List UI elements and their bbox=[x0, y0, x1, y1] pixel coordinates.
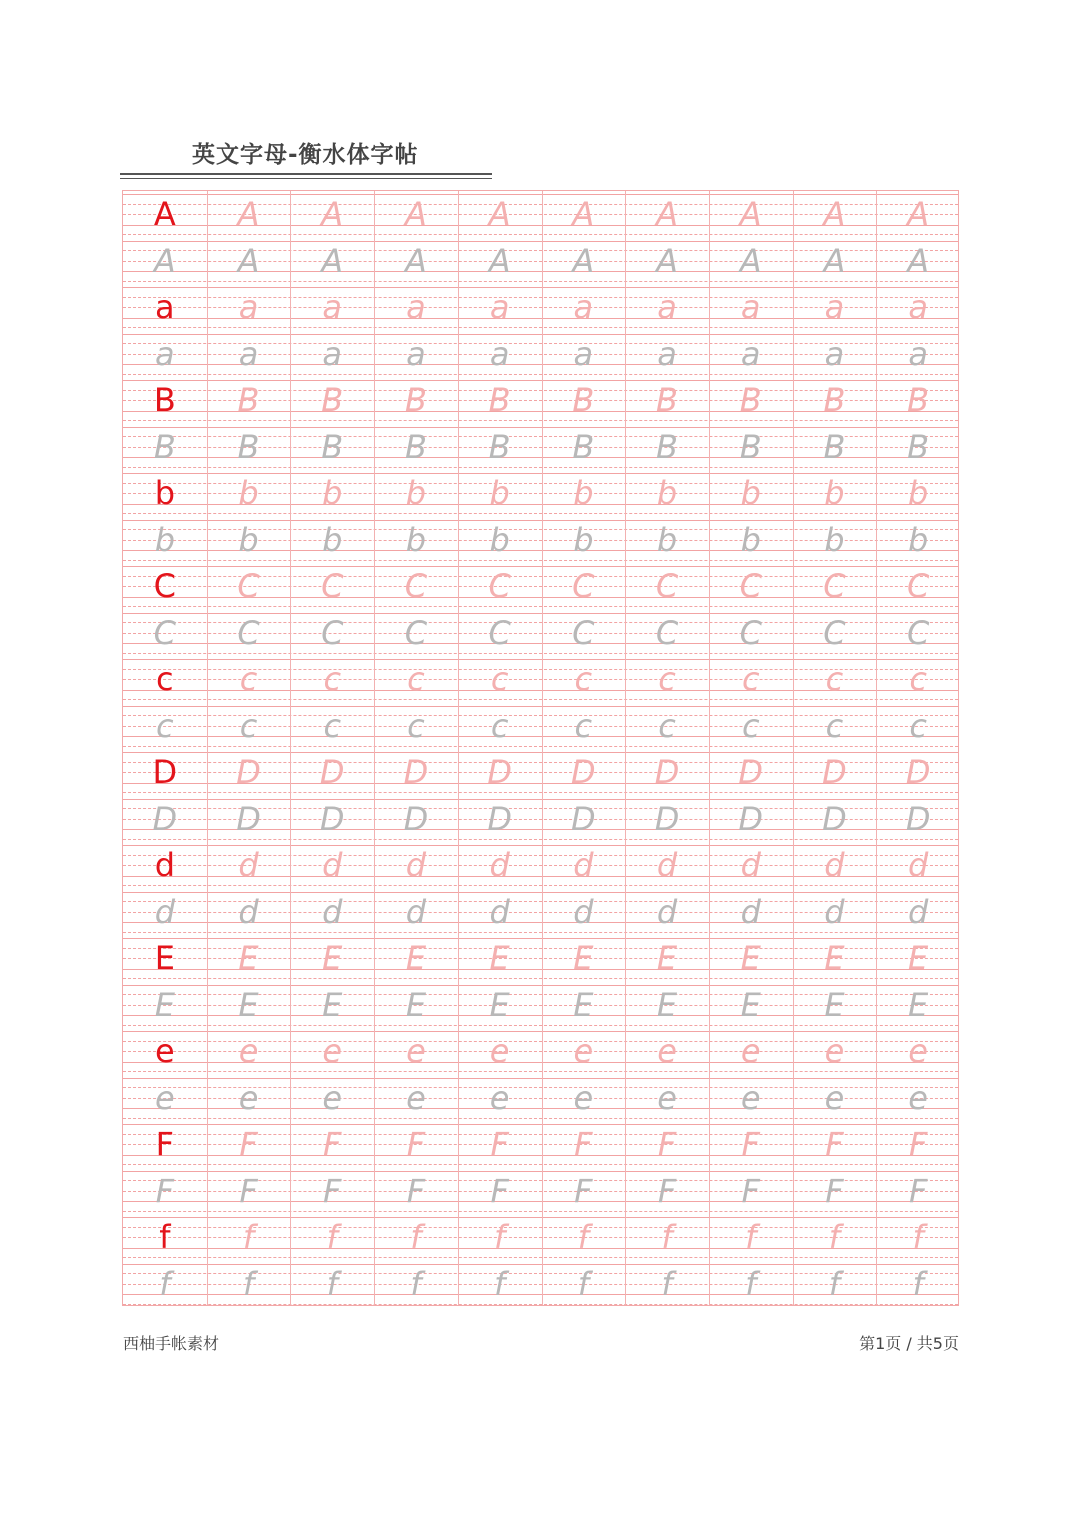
trace-letter: a bbox=[740, 334, 761, 373]
model-letter: B bbox=[153, 381, 176, 419]
trace-letter: D bbox=[822, 799, 847, 838]
model-letter: C bbox=[153, 567, 177, 605]
trace-letter: A bbox=[656, 241, 678, 280]
trace-letter: D bbox=[403, 753, 429, 791]
trace-letter: c bbox=[490, 660, 509, 698]
trace-letter: d bbox=[489, 892, 510, 931]
trace-letter: b bbox=[740, 474, 761, 512]
trace-letter: f bbox=[745, 1218, 757, 1256]
trace-letter: d bbox=[573, 892, 594, 931]
trace-letter: d bbox=[740, 892, 761, 931]
trace-letter: E bbox=[489, 985, 510, 1024]
trace-letter: b bbox=[907, 520, 929, 559]
trace-letter: a bbox=[406, 334, 426, 373]
model-letter: A bbox=[153, 195, 176, 233]
trace-letter: D bbox=[905, 753, 931, 791]
trace-letter: c bbox=[741, 706, 760, 745]
trace-letter: b bbox=[154, 520, 175, 559]
trace-letter: a bbox=[908, 288, 928, 326]
trace-letter: F bbox=[574, 1171, 593, 1210]
trace-letter: b bbox=[824, 474, 845, 512]
trace-letter: f bbox=[410, 1264, 422, 1303]
trace-letter: C bbox=[321, 567, 344, 605]
trace-letter: E bbox=[908, 939, 929, 977]
trace-letter: A bbox=[823, 241, 846, 280]
trace-letter: E bbox=[154, 985, 175, 1024]
trace-letter: f bbox=[242, 1264, 255, 1303]
trace-letter: F bbox=[908, 1125, 928, 1163]
trace-letter: e bbox=[406, 1032, 426, 1070]
practice-row bbox=[123, 935, 958, 982]
trace-letter: F bbox=[323, 1171, 342, 1210]
practice-row bbox=[123, 982, 958, 1029]
practice-row bbox=[123, 1028, 958, 1075]
trace-letter: f bbox=[828, 1264, 841, 1303]
trace-letter: b bbox=[405, 474, 427, 512]
trace-letter: D bbox=[152, 799, 178, 838]
trace-letter: f bbox=[745, 1264, 757, 1303]
trace-letter: F bbox=[825, 1171, 844, 1210]
trace-letter: A bbox=[321, 195, 344, 233]
practice-row bbox=[123, 656, 958, 703]
trace-letter: B bbox=[823, 427, 846, 466]
trace-letter: C bbox=[906, 567, 930, 605]
practice-row bbox=[123, 1168, 958, 1215]
trace-letter: A bbox=[237, 195, 260, 233]
trace-letter: d bbox=[907, 892, 929, 931]
trace-letter: d bbox=[907, 846, 929, 884]
trace-letter: F bbox=[490, 1125, 509, 1163]
model-letter: d bbox=[154, 846, 175, 884]
trace-letter: e bbox=[155, 1078, 175, 1117]
trace-letter: b bbox=[824, 520, 845, 559]
trace-letter: c bbox=[825, 660, 844, 698]
trace-letter: E bbox=[322, 939, 343, 977]
trace-letter: C bbox=[906, 613, 930, 652]
trace-letter: d bbox=[824, 892, 845, 931]
trace-letter: C bbox=[237, 613, 260, 652]
trace-letter: F bbox=[908, 1171, 928, 1210]
trace-letter: D bbox=[738, 799, 764, 838]
trace-letter: B bbox=[907, 427, 930, 466]
trace-letter: b bbox=[907, 474, 929, 512]
trace-letter: B bbox=[739, 427, 762, 466]
trace-letter: e bbox=[573, 1078, 594, 1117]
trace-letter: B bbox=[572, 381, 595, 419]
trace-letter: c bbox=[574, 660, 593, 698]
practice-row bbox=[123, 470, 958, 517]
trace-letter: a bbox=[824, 288, 845, 326]
trace-letter: a bbox=[406, 288, 426, 326]
trace-letter: E bbox=[489, 939, 510, 977]
trace-letter: d bbox=[740, 846, 761, 884]
practice-row bbox=[123, 749, 958, 796]
column-divider bbox=[374, 191, 375, 1305]
trace-letter: E bbox=[238, 985, 259, 1024]
trace-letter: D bbox=[905, 799, 931, 838]
trace-letter: b bbox=[573, 474, 594, 512]
trace-letter: c bbox=[239, 660, 258, 698]
trace-letter: a bbox=[238, 288, 259, 326]
trace-letter: f bbox=[661, 1218, 673, 1256]
trace-letter: C bbox=[153, 613, 177, 652]
trace-letter: B bbox=[237, 427, 260, 466]
trace-letter: D bbox=[319, 799, 345, 838]
trace-letter: d bbox=[238, 846, 259, 884]
page-number: 第1页 / 共5页 bbox=[859, 1334, 959, 1353]
trace-letter: c bbox=[741, 660, 760, 698]
trace-letter: B bbox=[488, 427, 511, 466]
trace-letter: f bbox=[326, 1264, 338, 1303]
model-letter: c bbox=[156, 660, 174, 698]
trace-letter: b bbox=[740, 520, 761, 559]
trace-letter: f bbox=[912, 1264, 924, 1303]
trace-letter: f bbox=[661, 1264, 673, 1303]
trace-letter: f bbox=[242, 1218, 255, 1256]
trace-letter: B bbox=[153, 427, 176, 466]
trace-letter: E bbox=[824, 939, 845, 977]
trace-letter: f bbox=[159, 1264, 171, 1303]
trace-letter: B bbox=[321, 381, 344, 419]
trace-letter: C bbox=[823, 567, 846, 605]
trace-letter: d bbox=[322, 846, 343, 884]
trace-letter: D bbox=[319, 753, 345, 791]
trace-letter: b bbox=[238, 474, 259, 512]
column-divider bbox=[625, 191, 626, 1305]
trace-letter: C bbox=[404, 567, 428, 605]
column-divider bbox=[458, 191, 459, 1305]
trace-letter: D bbox=[236, 799, 261, 838]
page-title: 英文字母-衡水体字帖 bbox=[192, 142, 419, 168]
trace-letter: F bbox=[741, 1171, 760, 1210]
trace-letter: a bbox=[573, 288, 594, 326]
trace-letter: E bbox=[824, 985, 845, 1024]
trace-letter: A bbox=[153, 241, 176, 280]
trace-letter: e bbox=[238, 1078, 259, 1117]
trace-letter: E bbox=[573, 985, 594, 1024]
trace-letter: F bbox=[657, 1125, 677, 1163]
trace-letter: c bbox=[825, 706, 844, 745]
trace-letter: b bbox=[656, 474, 678, 512]
trace-letter: F bbox=[323, 1125, 342, 1163]
trace-letter: F bbox=[155, 1171, 175, 1210]
trace-letter: e bbox=[657, 1078, 677, 1117]
practice-row bbox=[123, 1261, 958, 1308]
practice-row bbox=[123, 889, 958, 936]
trace-letter: C bbox=[739, 613, 762, 652]
trace-letter: c bbox=[407, 660, 425, 698]
trace-letter: e bbox=[238, 1032, 259, 1070]
trace-letter: e bbox=[740, 1032, 761, 1070]
trace-letter: A bbox=[488, 195, 511, 233]
practice-row bbox=[123, 610, 958, 657]
trace-letter: D bbox=[822, 753, 847, 791]
trace-letter: C bbox=[572, 567, 595, 605]
trace-letter: d bbox=[154, 892, 175, 931]
trace-letter: E bbox=[238, 939, 259, 977]
trace-letter: b bbox=[656, 520, 678, 559]
trace-letter: e bbox=[489, 1032, 510, 1070]
model-letter: e bbox=[155, 1032, 175, 1070]
model-letter: F bbox=[155, 1125, 175, 1163]
trace-letter: E bbox=[405, 985, 427, 1024]
trace-letter: B bbox=[488, 381, 511, 419]
trace-letter: D bbox=[403, 799, 429, 838]
trace-letter: C bbox=[321, 613, 344, 652]
column-divider bbox=[207, 191, 208, 1305]
trace-letter: D bbox=[571, 753, 596, 791]
practice-row bbox=[123, 238, 958, 285]
trace-letter: B bbox=[823, 381, 846, 419]
trace-letter: e bbox=[489, 1078, 510, 1117]
trace-letter: c bbox=[156, 706, 174, 745]
trace-letter: a bbox=[740, 288, 761, 326]
trace-letter: a bbox=[573, 334, 594, 373]
trace-letter: C bbox=[572, 613, 595, 652]
trace-letter: f bbox=[577, 1264, 589, 1303]
trace-letter: f bbox=[326, 1218, 338, 1256]
trace-letter: d bbox=[238, 892, 259, 931]
trace-letter: e bbox=[322, 1078, 343, 1117]
trace-letter: c bbox=[323, 660, 342, 698]
trace-letter: a bbox=[322, 334, 343, 373]
trace-letter: a bbox=[322, 288, 343, 326]
model-letter: b bbox=[154, 474, 175, 512]
trace-letter: B bbox=[321, 427, 344, 466]
trace-letter: C bbox=[655, 567, 679, 605]
trace-letter: E bbox=[573, 939, 594, 977]
trace-letter: c bbox=[658, 706, 676, 745]
trace-letter: c bbox=[658, 660, 676, 698]
trace-letter: a bbox=[155, 334, 175, 373]
trace-letter: e bbox=[740, 1078, 761, 1117]
practice-row bbox=[123, 796, 958, 843]
trace-letter: d bbox=[656, 892, 678, 931]
trace-letter: a bbox=[657, 334, 677, 373]
trace-letter: E bbox=[322, 985, 343, 1024]
trace-letter: d bbox=[489, 846, 510, 884]
practice-row bbox=[123, 424, 958, 471]
trace-letter: A bbox=[907, 195, 930, 233]
trace-letter: a bbox=[489, 334, 510, 373]
trace-letter: e bbox=[573, 1032, 594, 1070]
trace-letter: e bbox=[657, 1032, 677, 1070]
trace-letter: f bbox=[494, 1264, 506, 1303]
trace-letter: c bbox=[323, 706, 342, 745]
trace-letter: b bbox=[322, 474, 343, 512]
footer-source: 西柚手帐素材 bbox=[123, 1334, 220, 1353]
column-divider bbox=[876, 191, 877, 1305]
trace-letter: F bbox=[825, 1125, 844, 1163]
practice-row bbox=[123, 517, 958, 564]
trace-letter: A bbox=[404, 241, 427, 280]
trace-letter: B bbox=[656, 381, 678, 419]
trace-letter: E bbox=[740, 985, 761, 1024]
trace-letter: d bbox=[405, 892, 427, 931]
trace-letter: C bbox=[655, 613, 679, 652]
trace-letter: C bbox=[404, 613, 428, 652]
trace-letter: b bbox=[405, 520, 427, 559]
trace-letter: f bbox=[828, 1218, 841, 1256]
practice-row bbox=[123, 191, 958, 238]
practice-row bbox=[123, 284, 958, 331]
trace-letter: E bbox=[656, 985, 678, 1024]
trace-letter: f bbox=[494, 1218, 506, 1256]
practice-row bbox=[123, 842, 958, 889]
column-divider bbox=[542, 191, 543, 1305]
trace-letter: D bbox=[236, 753, 261, 791]
trace-letter: B bbox=[739, 381, 762, 419]
trace-letter: C bbox=[823, 613, 846, 652]
trace-letter: D bbox=[738, 753, 764, 791]
trace-letter: e bbox=[908, 1078, 928, 1117]
trace-letter: d bbox=[322, 892, 343, 931]
practice-row bbox=[123, 1214, 958, 1261]
practice-row bbox=[123, 331, 958, 378]
trace-letter: D bbox=[487, 753, 512, 791]
trace-letter: c bbox=[239, 706, 258, 745]
trace-letter: B bbox=[404, 427, 427, 466]
trace-letter: A bbox=[656, 195, 678, 233]
trace-letter: c bbox=[490, 706, 509, 745]
trace-letter: c bbox=[407, 706, 425, 745]
trace-letter: F bbox=[657, 1171, 677, 1210]
trace-letter: C bbox=[237, 567, 260, 605]
trace-letter: d bbox=[656, 846, 678, 884]
handwriting-practice-grid bbox=[122, 190, 959, 1306]
title-underline bbox=[120, 173, 492, 175]
trace-letter: a bbox=[824, 334, 845, 373]
trace-letter: C bbox=[739, 567, 762, 605]
practice-row bbox=[123, 1075, 958, 1122]
trace-letter: d bbox=[405, 846, 427, 884]
trace-letter: f bbox=[577, 1218, 589, 1256]
practice-row bbox=[123, 377, 958, 424]
trace-letter: B bbox=[907, 381, 930, 419]
trace-letter: d bbox=[824, 846, 845, 884]
trace-letter: f bbox=[410, 1218, 422, 1256]
trace-letter: F bbox=[406, 1171, 426, 1210]
model-letter: E bbox=[154, 939, 175, 977]
trace-letter: b bbox=[573, 520, 594, 559]
trace-letter: a bbox=[908, 334, 928, 373]
trace-letter: f bbox=[912, 1218, 924, 1256]
trace-letter: E bbox=[656, 939, 678, 977]
trace-letter: c bbox=[574, 706, 593, 745]
trace-letter: e bbox=[824, 1032, 845, 1070]
trace-letter: B bbox=[237, 381, 260, 419]
trace-letter: b bbox=[238, 520, 259, 559]
trace-letter: A bbox=[488, 241, 511, 280]
trace-letter: C bbox=[488, 613, 511, 652]
trace-letter: D bbox=[654, 753, 680, 791]
column-divider bbox=[290, 191, 291, 1305]
trace-letter: a bbox=[489, 288, 510, 326]
trace-letter: F bbox=[490, 1171, 509, 1210]
trace-letter: d bbox=[573, 846, 594, 884]
trace-letter: e bbox=[824, 1078, 845, 1117]
trace-letter: E bbox=[908, 985, 929, 1024]
title-underline-thin bbox=[120, 178, 492, 179]
trace-letter: A bbox=[823, 195, 846, 233]
trace-letter: A bbox=[907, 241, 930, 280]
trace-letter: A bbox=[739, 241, 762, 280]
model-letter: D bbox=[152, 753, 178, 791]
trace-letter: D bbox=[487, 799, 512, 838]
trace-letter: a bbox=[238, 334, 259, 373]
column-divider bbox=[793, 191, 794, 1305]
trace-letter: A bbox=[321, 241, 344, 280]
trace-letter: a bbox=[657, 288, 677, 326]
model-letter: f bbox=[159, 1218, 171, 1256]
trace-letter: F bbox=[406, 1125, 426, 1163]
trace-letter: e bbox=[908, 1032, 928, 1070]
trace-letter: C bbox=[488, 567, 511, 605]
trace-letter: e bbox=[322, 1032, 343, 1070]
trace-letter: F bbox=[574, 1125, 593, 1163]
trace-letter: e bbox=[406, 1078, 426, 1117]
practice-row bbox=[123, 563, 958, 610]
trace-letter: A bbox=[237, 241, 260, 280]
trace-letter: A bbox=[572, 241, 595, 280]
trace-letter: B bbox=[572, 427, 595, 466]
trace-letter: A bbox=[739, 195, 762, 233]
trace-letter: A bbox=[404, 195, 427, 233]
trace-letter: c bbox=[909, 706, 927, 745]
trace-letter: b bbox=[322, 520, 343, 559]
trace-letter: E bbox=[740, 939, 761, 977]
trace-letter: D bbox=[571, 799, 596, 838]
trace-letter: B bbox=[404, 381, 427, 419]
trace-letter: b bbox=[489, 474, 510, 512]
practice-row bbox=[123, 1121, 958, 1168]
trace-letter: D bbox=[654, 799, 680, 838]
trace-letter: F bbox=[239, 1171, 258, 1210]
trace-letter: F bbox=[741, 1125, 760, 1163]
model-letter: a bbox=[155, 288, 175, 326]
trace-letter: c bbox=[909, 660, 927, 698]
trace-letter: E bbox=[405, 939, 427, 977]
column-divider bbox=[709, 191, 710, 1305]
trace-letter: A bbox=[572, 195, 595, 233]
trace-letter: F bbox=[239, 1125, 258, 1163]
trace-letter: B bbox=[656, 427, 678, 466]
practice-row bbox=[123, 703, 958, 750]
trace-letter: b bbox=[489, 520, 510, 559]
